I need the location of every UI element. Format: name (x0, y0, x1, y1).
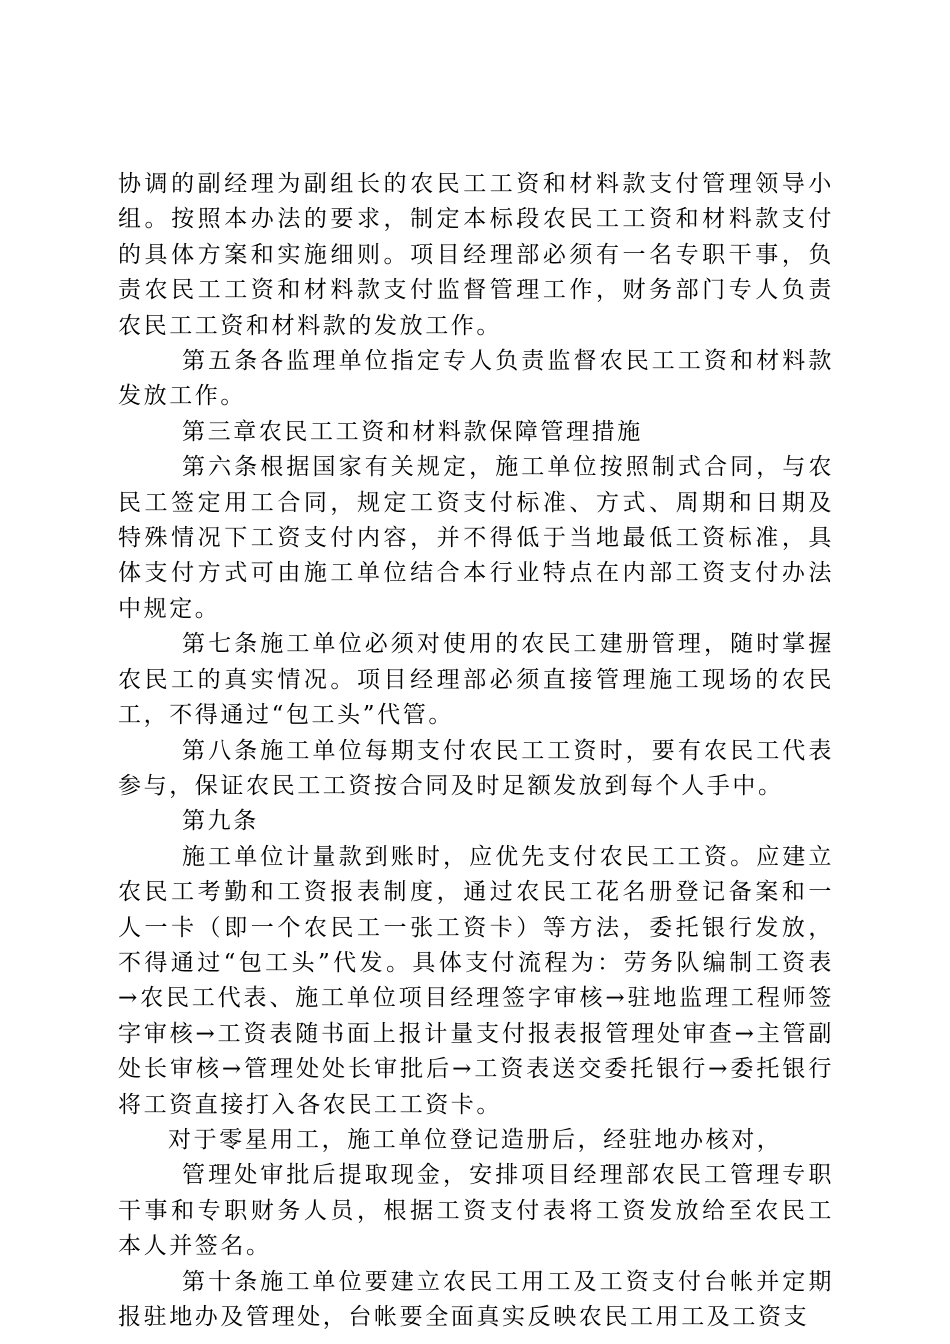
heading-article-9: 第九条 (182, 808, 259, 835)
paragraph-article-7: 第七条施工单位必须对使用的农民工建册管理，随时掌握农民工的真实情况。项目经理部必须直接管理施工现场的农民工，不得通过“包工头”代管。 (118, 631, 834, 729)
document-body (118, 167, 834, 1335)
paragraph-cash-payment: 管理处审批后提取现金，安排项目经理部农民工管理专职干事和专职财务人员，根据工资支付表将工资发放给至农民工本人并签名。 (118, 1162, 834, 1260)
paragraph-article-9-body: 施工单位计量款到账时，应优先支付农民工工资。应建立农民工考勤和工资报表制度，通过农民工花名册登记备案和一人一卡（即一个农民工一张工资卡）等方法，委托银行发放，不得通过“包工头”代发。具体支付流程为：劳务队编制工资表→农民工代表、施工单位项目经理签字审核→驻地监理工程师签字审核→工资表随书面上报计量支付报表报管理处审查→主管副处长审核→管理处处长审批后→工资表送交委托银行→委托银行将工资直接打入各农民工工资卡。 (118, 843, 834, 1118)
paragraph-article-5: 第五条各监理单位指定专人负责监督农民工工资和材料款发放工作。 (118, 348, 834, 410)
paragraph-casual-labor: 对于零星用工，施工单位登记造册后，经驻地办核对， (168, 1126, 783, 1153)
paragraph-article-8: 第八条施工单位每期支付农民工工资时，要有农民工代表参与，保证农民工工资按合同及时足额发放到每个人手中。 (118, 737, 834, 799)
paragraph-article-6: 第六条根据国家有关规定，施工单位按照制式合同，与农民工签定用工合同，规定工资支付标准、方式、周期和日期及特殊情况下工资支付内容，并不得低于当地最低工资标准，具体支付方式可由施工单位结合本行业特点在内部工资支付办法中规定。 (118, 454, 834, 622)
paragraph-leadership-group: 协调的副经理为副组长的农民工工资和材料款支付管理领导小组。按照本办法的要求，制定本标段农民工工资和材料款支付的具体方案和实施细则。项目经理部必须有一名专职干事，负责农民工工资和材料款支付监督管理工作，财务部门专人负责农民工工资和材料款的发放工作。 (118, 171, 834, 339)
chapter-heading-3: 第三章农民工工资和材料款保障管理措施 (182, 418, 643, 445)
paragraph-article-10: 第十条施工单位要建立农民工用工及工资支付台帐并定期报驻地办及管理处，台帐要全面真实反映农民工用工及工资支 (118, 1268, 834, 1330)
